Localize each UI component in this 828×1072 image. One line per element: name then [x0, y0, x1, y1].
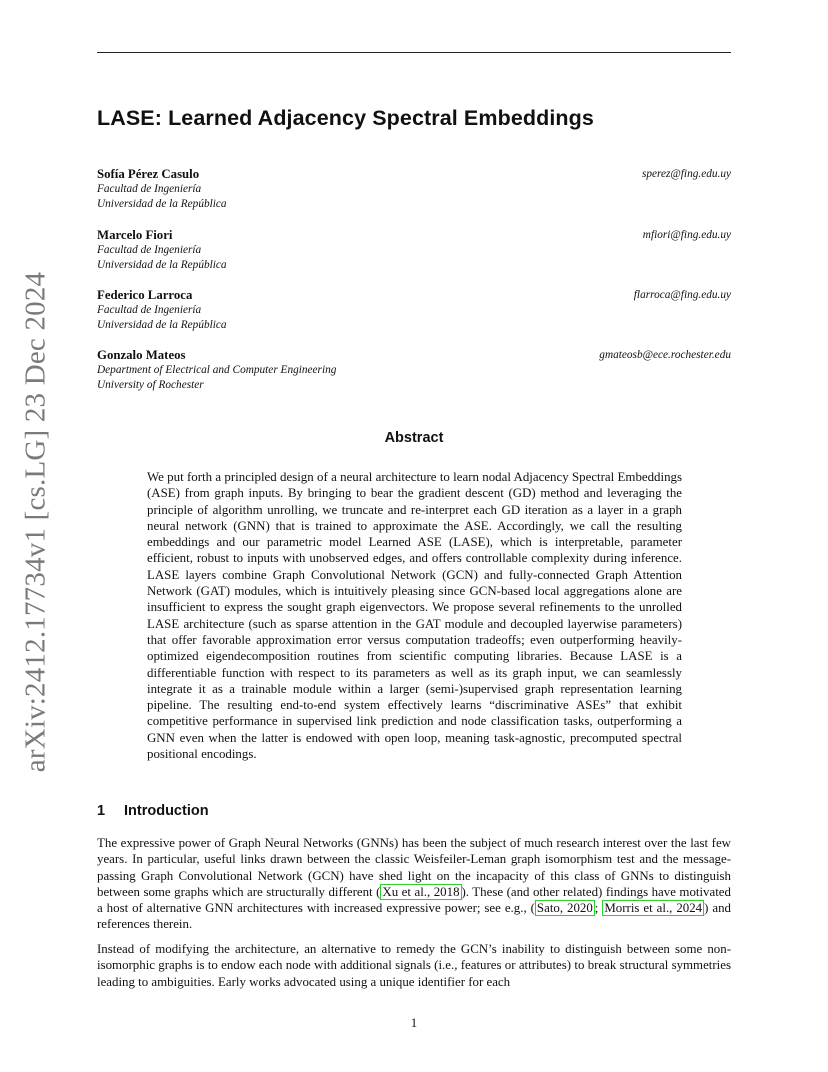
- author-block: [97, 167, 731, 212]
- intro-paragraph-2: Instead of modifying the architecture, an alternative to remedy the GCN’s inability to distinguish between some non-isomorphic graphs is to endow each node with additional signals (i.e., features or attributes) to break structural symmetries leading to ambiguities. Early works advocated using a unique identifier for each: [97, 942, 731, 989]
- author-email[interactable]: flarroca@fing.edu.uy: [633, 289, 731, 301]
- citation-separator: ;: [594, 901, 603, 916]
- page-number: 1: [410, 1016, 418, 1030]
- section-number: 1: [97, 803, 106, 819]
- abstract-text: We put forth a principled design of a neural architecture to learn nodal Adjacency Spectral Embeddings (ASE) from graph inputs. By bringing to bear the gradient descent (GD) method and leveraging the principle of algorithm unrolling, we truncate and re-interpret each GD iteration as a layer in a graph neural network (GNN) that is trained to approximate the ASE. Accordingly, we call the resulting embeddings and our parametric model Learned ASE (LASE), which is interpretable, parameter efficient, robust to inputs with unobserved edges, and offers controllable complexity during inference. LASE layers combine Graph Convolutional Network (GCN) and fully-connected Graph Attention Network (GAT) modules, which is intuitively pleasing since GCN-based local aggregations alone are insufficient to express the sought graph eigenvectors. We propose several refinements to the unrolled LASE architecture (such as sparse attention in the GAT module and decoupled layerwise parameters) that offer favorable approximation error versus computation tradeoffs; even outperforming heavily-optimized eigendecomposition routines from scientific computing libraries. Because LASE is a differentiable function with respect to its parameters as well as its graph input, we can seamlessly integrate it as a trainable module within a larger (semi-)supervised graph representation learning pipeline. The resulting end-to-end system effectively learns “discriminative ASEs” that exhibit competitive performance in supervised link prediction and node classification tasks, outperforming a GNN even when the latter is endowed with open loop, meaning task-agnostic, precomputed spectral positional encodings.: [147, 470, 682, 762]
- author-block: [97, 288, 731, 333]
- paragraph-text: ). These (and other related) findings have motivated a host of alternative GNN architectures with increased expressive power; see e.g., (: [97, 884, 731, 916]
- author-block: [97, 348, 731, 393]
- intro-paragraph-1: [97, 835, 731, 933]
- author-institution: Universidad de la República: [97, 259, 227, 271]
- author-institution: University of Rochester: [97, 379, 204, 391]
- author-affiliation: Facultad de Ingeniería: [97, 244, 202, 256]
- author-name: Marcelo Fiori: [97, 228, 173, 242]
- author-name: Federico Larroca: [97, 288, 193, 302]
- author-institution: Universidad de la República: [97, 319, 227, 331]
- paragraph-text: The expressive power of Graph Neural Networks (GNNs) has been the subject of much research interest over the last few years. In particular, useful links drawn between the classic Weisfeiler-Leman graph isomorphism test and the message-passing Graph Convolutional Network (GCN) have shed light on the incapacity of this class of GNNs to distinguish between some graphs which are structurally different (: [97, 836, 731, 899]
- citation-link[interactable]: Xu et al., 2018: [382, 884, 460, 899]
- author-email[interactable]: mfiori@fing.edu.uy: [642, 229, 731, 241]
- author-institution: Universidad de la República: [97, 198, 227, 210]
- citation-link[interactable]: Morris et al., 2024: [604, 901, 703, 916]
- author-name: Gonzalo Mateos: [97, 348, 186, 362]
- author-affiliation: Facultad de Ingeniería: [97, 304, 202, 316]
- author-block: [97, 228, 731, 273]
- abstract-heading: Abstract: [384, 430, 444, 446]
- author-name: Sofía Pérez Casulo: [97, 167, 200, 181]
- author-email[interactable]: gmateosb@ece.rochester.edu: [599, 349, 731, 361]
- author-affiliation: Department of Electrical and Computer Engineering: [97, 364, 337, 376]
- author-email[interactable]: sperez@fing.edu.uy: [641, 168, 731, 180]
- section-heading: [97, 803, 209, 819]
- header-rule: [97, 52, 731, 53]
- paragraph-text: ) and references therein.: [97, 901, 731, 932]
- citation-link[interactable]: Sato, 2020: [536, 901, 593, 916]
- arxiv-identifier[interactable]: arXiv:2412.17734v1 [cs.LG] 23 Dec 2024: [19, 271, 52, 773]
- paper-title: LASE: Learned Adjacency Spectral Embeddings: [97, 106, 594, 130]
- author-affiliation: Facultad de Ingeniería: [97, 183, 202, 195]
- section-title: Introduction: [124, 803, 209, 819]
